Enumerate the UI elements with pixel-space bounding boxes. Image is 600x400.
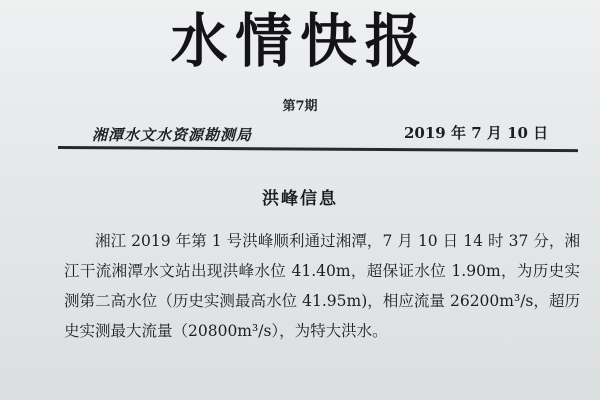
issue-number: 第7期 xyxy=(282,99,318,114)
header-divider xyxy=(58,146,578,152)
masthead-title: 水情快报 xyxy=(170,7,430,75)
section-title: 洪峰信息 xyxy=(262,189,338,209)
issuing-agency: 湘潭水文水资源勘测局 xyxy=(92,126,253,144)
body-paragraph: 湘江 2019 年第 1 号洪峰顺利通过湘潭，7 月 10 日 14 时 37 分，湘江干流湘潭水文站出现洪峰水位 41.40m，超保证水位 1.90m，为历史实测第二高水位（历史实测最高水位 41.95m)，相应流量 26200m³/s，超历史实测最大流量（20800m³/s），为特大洪水。 xyxy=(64,232,580,340)
issue-date: 2019 年 7 月 10 日 xyxy=(404,124,549,142)
